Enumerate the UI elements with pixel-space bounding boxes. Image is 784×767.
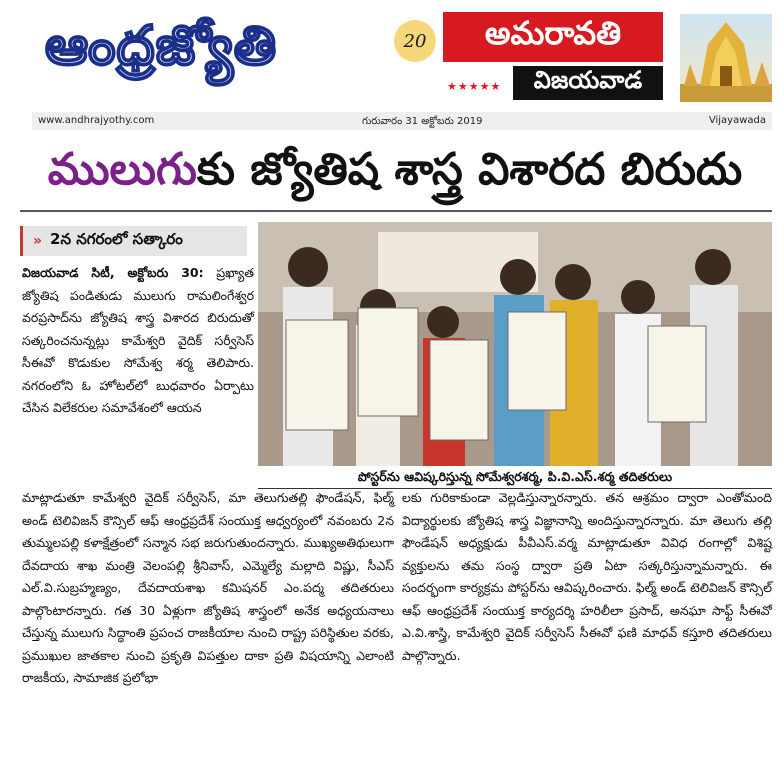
kicker-box xyxy=(20,226,247,256)
photo-caption: పోస్టర్‌ను ఆవిష్కరిస్తున్న సోమేశ్వరశర్మ, పి.వి.ఎస్‌.శర్మ తదితరులు xyxy=(258,466,772,489)
edition-stars: ★★★★★ xyxy=(447,80,502,93)
edition-city: విజయవాడ xyxy=(513,66,663,100)
article-column-2 xyxy=(402,487,772,667)
article-col1-bottom: మాట్లాడుతూ కామేశ్వరి వైదిక్‌ సర్వీసెస్‌, మా తెలుగుతల్లి ఫౌండేషన్‌, ఫిల్మ్‌ అండ్‌ టెలివిజన్‌ కౌన్సిల్‌ ఆఫ్‌ ఆంధ్రప్రదేశ్‌ సంయుక్త ఆధ్వర్యంలో నవంబరు 2న తుమ్మలపల్లి కళాక్షేత్రంలో సన్మాన సభ జరుగుతుందన్నారు. ముఖ్యఅతిథులుగా దేవదాయ శాఖ మంత్రి వెలంపల్లి శ్రీనివాస్‌, ఎమ్మెల్యే మల్లాది విష్ణు, సీఎస్‌ ఎల్‌.వి.సుబ్రహ్మణ్యం, దేవదాయశాఖ కమిషనర్‌ ఎం.పద్మ తదితరులు పాల్గొంటారన్నారు. గత 30 ఏళ్లుగా జ్యోతిష శాస్త్రంలో అనేక అధ్యయనాలు చేస్తున్న ములుగు సిద్ధాంతి ప్రపంచ రాజకీయాల నుంచి రాష్ట్ర పరిస్థితుల వరకు, ప్రముఖుల జాతకాల నుంచి ప్రకృతి విపత్తుల దాకా ప్రతి విషయాన్ని ఎలాంటి రాజకీయ, సామాజిక ప్రలోభా xyxy=(22,490,394,685)
group-photo-image xyxy=(258,222,772,466)
headline-highlight: ములుగు xyxy=(47,144,197,195)
double-arrow-icon: » xyxy=(33,233,43,249)
issue-city: Vijayawada xyxy=(708,115,766,126)
masthead xyxy=(0,0,784,112)
article-col1-top: ప్రఖ్యాత జ్యోతిష పండితుడు ములుగు రామలింగేశ్వర వరప్రసాద్‌ను జ్యోతిష శాస్త్ర విశారద బిరుదుతో సత్కరించనున్నట్లు కామేశ్వరి వైదిక్‌ సర్వీసెస్‌ సీఈవో కొడుకుల సోమేశ్వ శర్మ తెలిపారు. నగరంలోని ఓ హోటల్‌లో బుధవారం ఏర్పాటు చేసిన విలేకరుల సమావేశంలో ఆయన xyxy=(22,265,254,415)
temple-icon xyxy=(680,14,772,102)
news-photo xyxy=(258,222,772,466)
headline-divider xyxy=(20,210,772,212)
article-column-1 xyxy=(22,262,254,420)
dateline-bar xyxy=(32,112,772,130)
edition-banner xyxy=(443,12,663,102)
newspaper-logo: ఆంధ్రజ్యోతి xyxy=(45,14,278,77)
issue-date: గురువారం 31 అక్టోబరు 2019 xyxy=(362,116,483,127)
kicker-text: 2న నగరంలో సత్కారం xyxy=(50,230,183,248)
edition-name: అమరావతి xyxy=(443,12,663,62)
article-lead: విజయవాడ సిటీ, అక్టోబరు 30: xyxy=(22,265,204,280)
headline xyxy=(20,140,770,200)
page-number: 20 xyxy=(394,20,436,62)
article-column-1-bottom xyxy=(22,487,394,690)
temple-image xyxy=(680,14,772,102)
website-url: www.andhrajyothy.com xyxy=(38,115,155,126)
article-col2: లకు గురికాకుండా వెల్లడిస్తున్నారన్నారు. తన ఆశ్రమం ద్వారా ఎంతోమంది విద్యార్థులకు జ్యోతిష శాస్త్ర విజ్ఞానాన్ని అందిస్తున్నారన్నారు. మా తెలుగు తల్లి ఫౌండేషన్‌ అధ్యక్షుడు పీవీఎస్‌.వర్మ మాట్లాడుతూ వివిధ రంగాల్లో విశిష్ట వ్యక్తులను తమ సంస్థ ద్వారా ప్రతి ఏటా సత్కరిస్తున్నామన్నారు. ఈ సందర్భంగా కార్యక్రమ పోస్టర్‌ను ఆవిష్కరించారు. ఫిల్మ్‌ అండ్‌ టెలివిజన్‌ కౌన్సిల్‌ ఆఫ్‌ ఆంధ్రప్రదేశ్‌ సంయుక్త కార్యదర్శి హరిలీలా ప్రసాద్‌, అనఘా సాఫ్ట్‌ సీఈవో ఎ.వి.శాస్త్రి, కామేశ్వరి వైదిక్‌ సర్వీసెస్‌ సీఈవో ఫణి మాధవ్‌ కస్తూరి తదితరులు పాల్గొన్నారు. xyxy=(402,490,772,663)
headline-rest: కు జ్యోతిష శాస్త్ర విశారద బిరుదు xyxy=(196,144,743,195)
